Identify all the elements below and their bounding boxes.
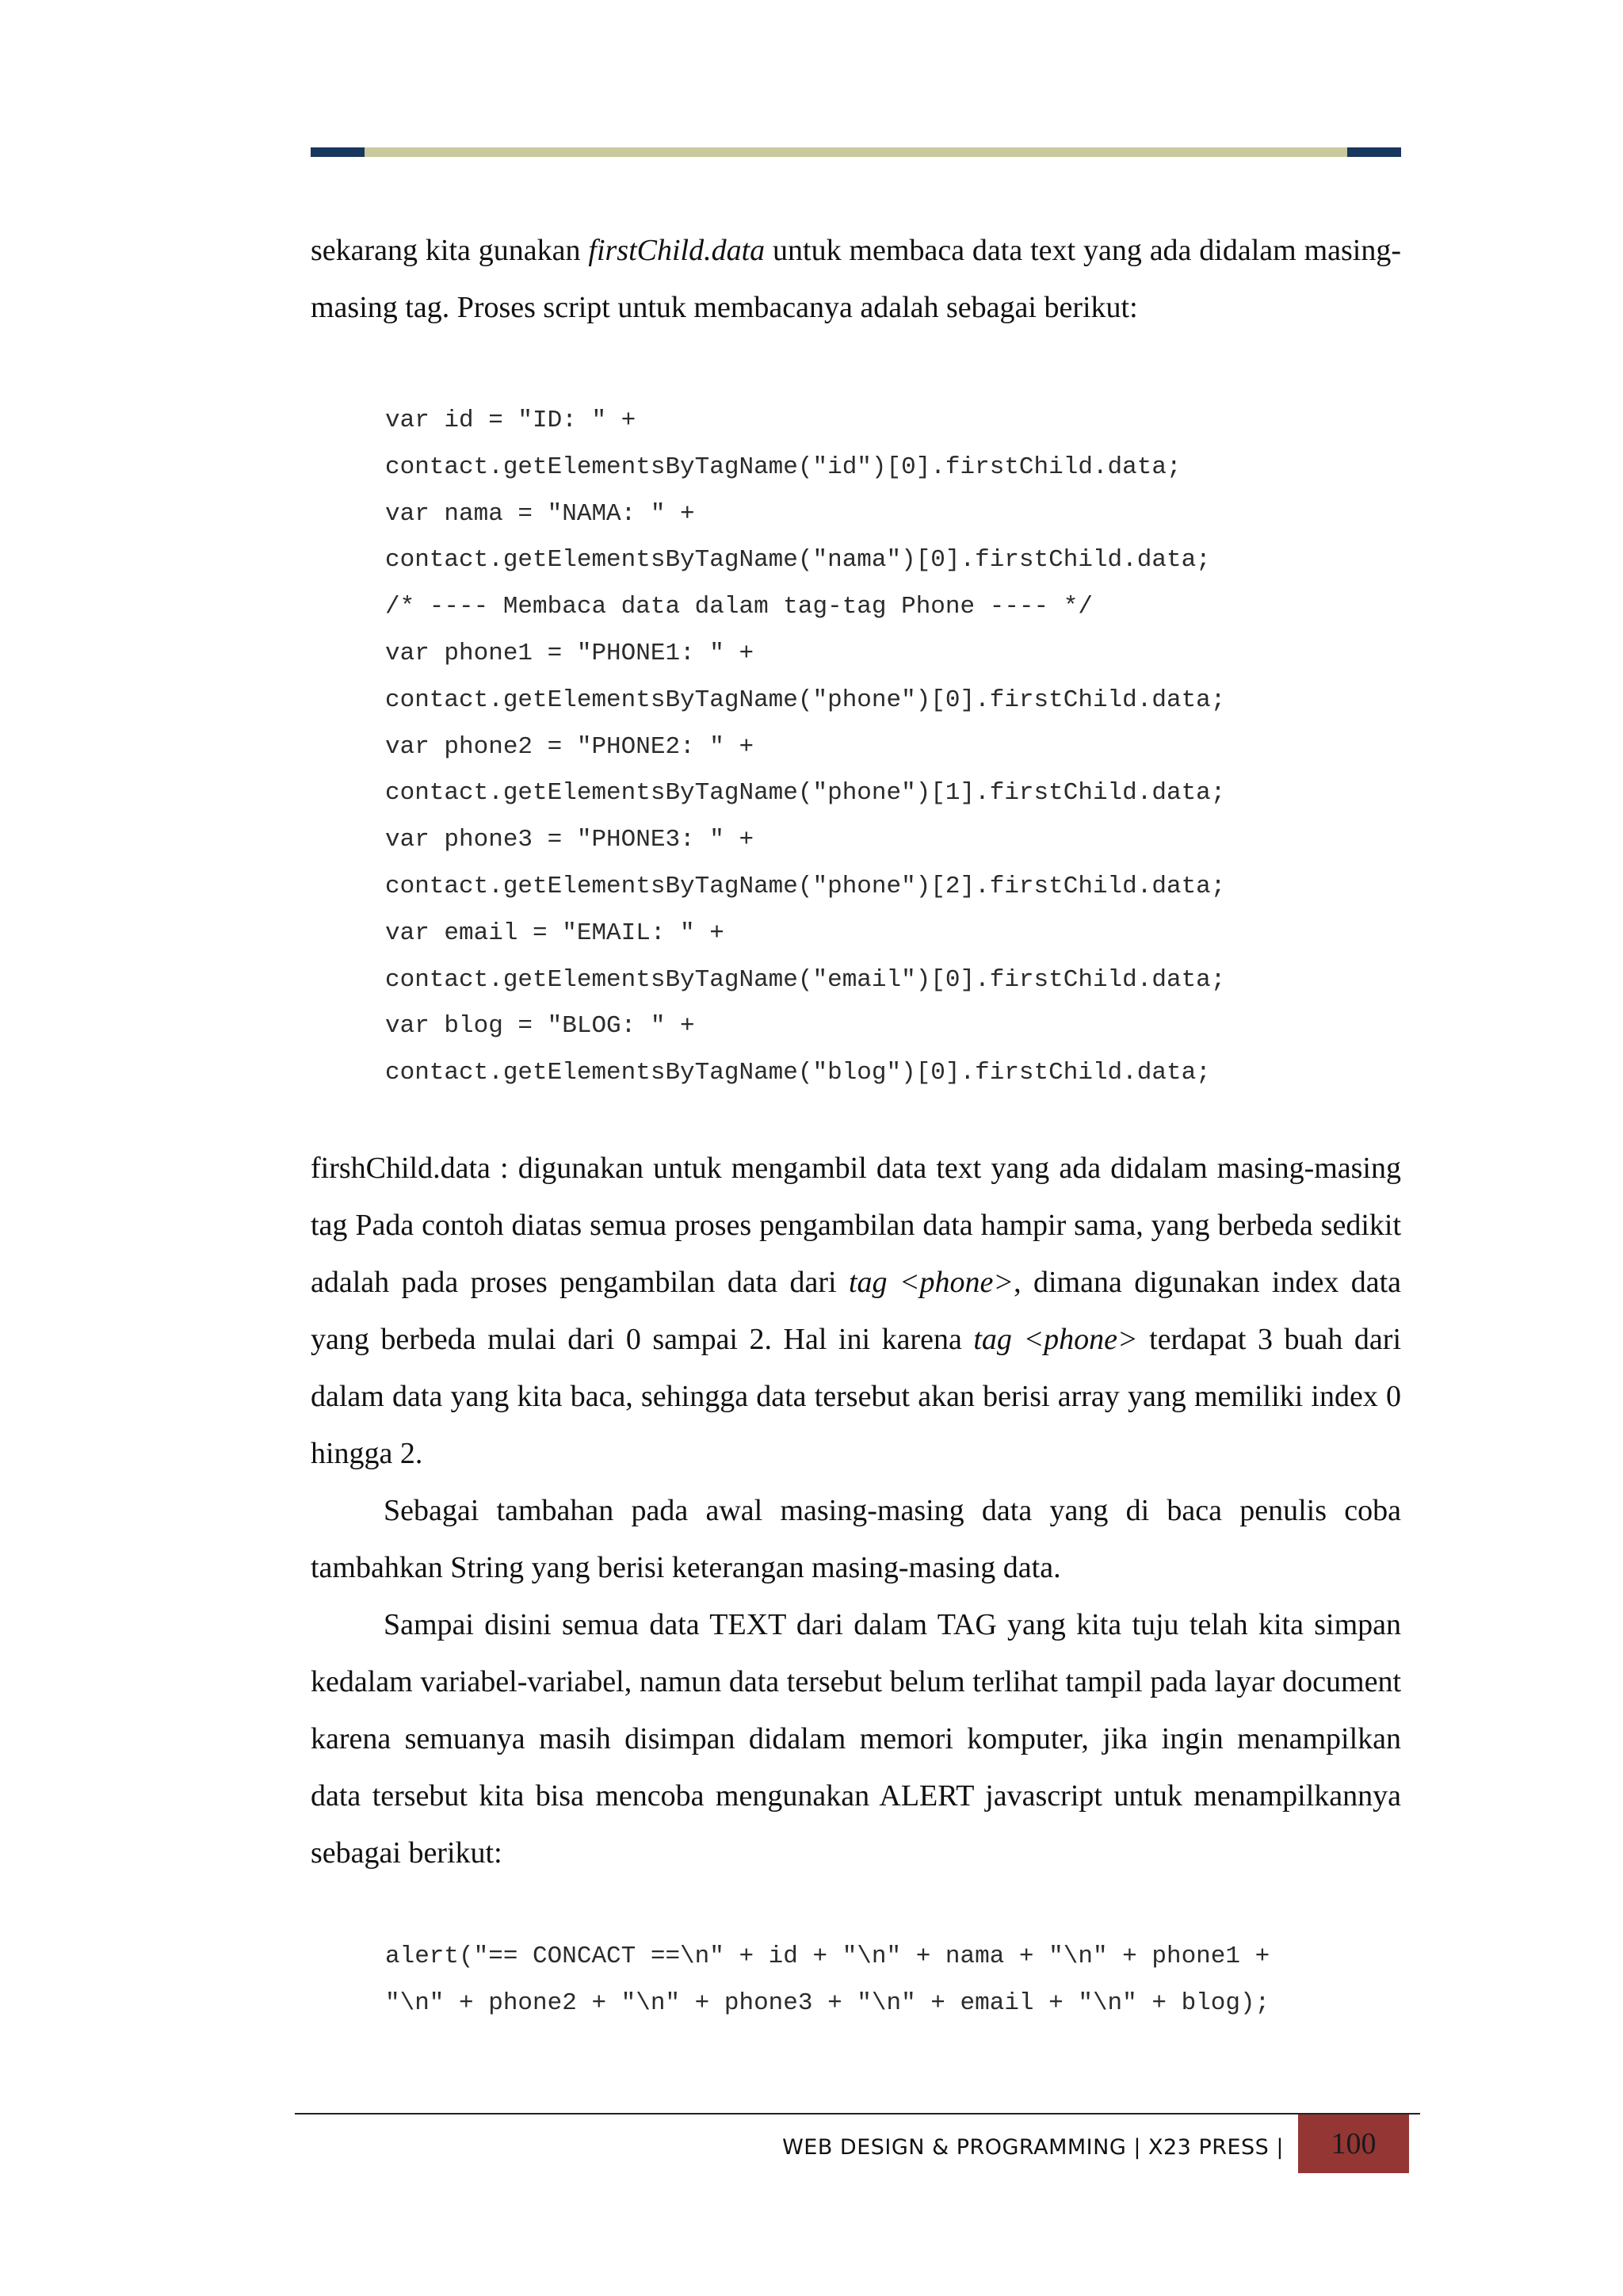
code-block-2 xyxy=(385,1934,1415,2027)
code-line: contact.getElementsByTagName("email")[0].firstChild.data; xyxy=(385,965,1226,994)
code-line: "\n" + phone2 + "\n" + phone3 + "\n" + email + "\n" + blog); xyxy=(385,1988,1270,2017)
code-line: contact.getElementsByTagName("phone")[0].firstChild.data; xyxy=(385,686,1226,714)
intro-text-after: untuk membaca data text yang ada didalam masing-masing tag. Proses script untuk membacanya adalah sebagai berikut: xyxy=(311,234,1401,324)
intro-text-before: sekarang kita gunakan xyxy=(311,234,589,267)
code-line: contact.getElementsByTagName("phone")[1].firstChild.data; xyxy=(385,779,1226,808)
explanation-emphasis-2: tag <phone> xyxy=(973,1323,1138,1356)
code-line: var email = "EMAIL: " + xyxy=(385,919,724,947)
page-number-box xyxy=(1298,2115,1409,2173)
body-section xyxy=(311,1140,1401,1881)
footer-rule xyxy=(295,2113,1420,2115)
code-line: alert("== CONCACT ==\n" + id + "\n" + nama + "\n" + phone1 + xyxy=(385,1943,1270,1970)
tambahan-paragraph: Sebagai tambahan pada awal masing-masing data yang di baca penulis coba tambahkan String yang berisi keterangan masing-masing data. xyxy=(311,1494,1401,1584)
code-line: var id = "ID: " + xyxy=(385,407,636,434)
explanation-text-2: , dimana digunakan index data yang berbeda mulai dari 0 sampai 2. Hal ini karena xyxy=(311,1266,1401,1356)
sampai-paragraph: Sampai disini semua data TEXT dari dalam TAG yang kita tuju telah kita simpan kedalam variabel-variabel, namun data tersebut belum terlihat tampil pada layar document karena semuanya masih disimpan didalam memori komputer, jika ingin menampilkan data tersebut kita bisa mencoba mengunakan ALERT javascript untuk menampilkannya sebagai berikut: xyxy=(311,1608,1401,1870)
explanation-emphasis-1: tag <phone> xyxy=(848,1266,1014,1299)
code-block-1 xyxy=(385,398,1415,1097)
explanation-text-3: terdapat 3 buah dari dalam data yang kita baca, sehingga data tersebut akan berisi array yang memiliki index 0 hingga 2. xyxy=(311,1323,1402,1470)
code-line: var phone3 = "PHONE3: " + xyxy=(385,826,754,854)
intro-section xyxy=(311,222,1401,336)
intro-paragraph xyxy=(311,222,1401,336)
code-line: var blog = "BLOG: " + xyxy=(385,1012,695,1041)
code-line: /* ---- Membaca data dalam tag-tag Phone ---- */ xyxy=(385,593,1093,621)
page-number: 100 xyxy=(1331,2127,1377,2160)
code-line: contact.getElementsByTagName("nama")[0].firstChild.data; xyxy=(385,546,1211,575)
header-bar-left-segment xyxy=(311,147,365,157)
explanation-text-1: firshChild.data : digunakan untuk mengambil data text yang ada didalam masing-masing tag Pada contoh diatas semua proses pengambilan data hampir sama, yang berbeda sedikit adalah pada proses pengambilan data dari xyxy=(311,1152,1401,1299)
code-line: var phone1 = "PHONE1: " + xyxy=(385,639,754,667)
intro-emphasis: firstChild.data xyxy=(588,234,766,267)
code-line: contact.getElementsByTagName("phone")[2].firstChild.data; xyxy=(385,872,1226,900)
header-bar-right-segment xyxy=(1347,147,1401,157)
code-line: var phone2 = "PHONE2: " + xyxy=(385,732,754,761)
explanation-paragraph xyxy=(311,1140,1401,1482)
header-bar xyxy=(311,147,1401,157)
code-line: contact.getElementsByTagName("id")[0].firstChild.data; xyxy=(385,453,1182,481)
code-line: var nama = "NAMA: " + xyxy=(385,499,695,528)
code-line: contact.getElementsByTagName("blog")[0].firstChild.data; xyxy=(385,1059,1211,1087)
footer-title: WEB DESIGN & PROGRAMMING | X23 PRESS | xyxy=(782,2135,1284,2160)
header-bar-middle-segment xyxy=(365,147,1347,157)
